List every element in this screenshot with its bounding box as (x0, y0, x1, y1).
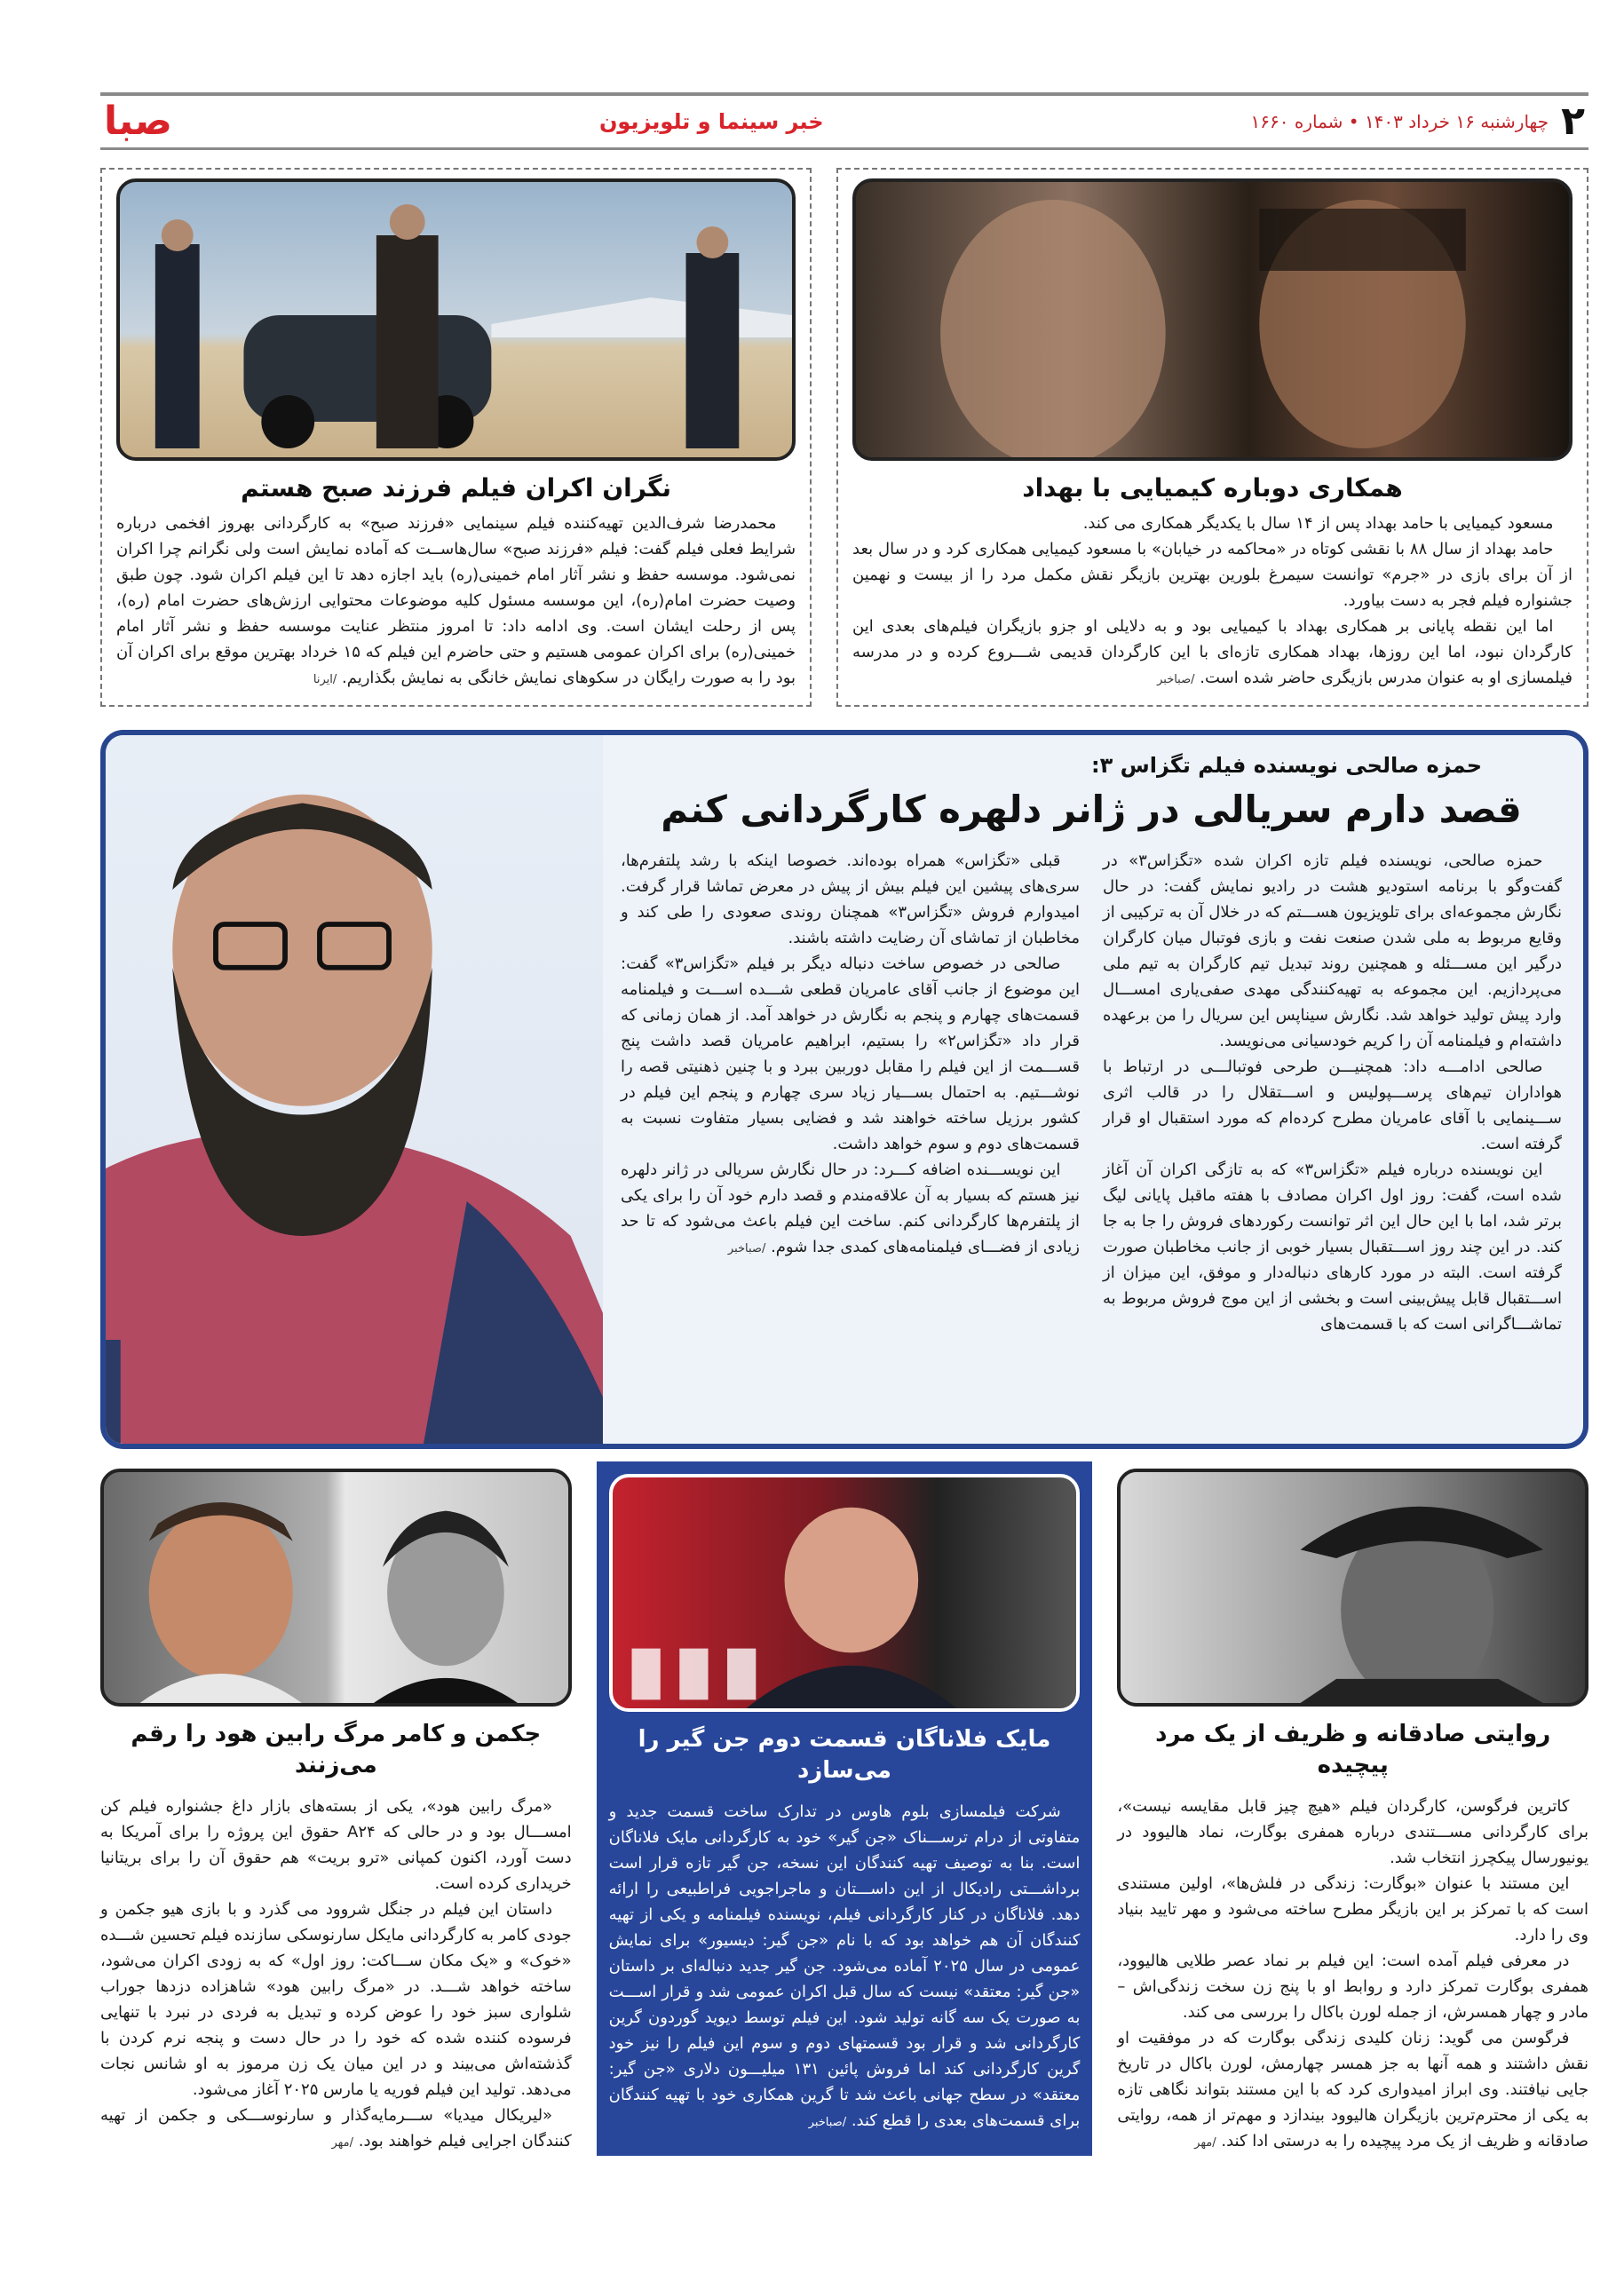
article-headline: جکمن و کامر مرگ رابین هود را رقم می‌زنند (131, 1720, 542, 1778)
paragraph: «مرگ رابین هود»، یکی از بسته‌های بازار داغ جشنواره فیلم کن امســـال بود و در حالی که A۲۴ حقوق این پروژه را برای آمریکا به دست آورد، اکنون کمپانی «ترو بریت» هم حقوق آن را برای بریتانیا خریداری کرده است. (99, 1796, 572, 1893)
paragraph-text: این نویســـنده اضافه کـــرد: در حال نگارش سریالی در ژانر دلهره نیز هستم که بسیار به آن علاقه‌مندم و قصد دارم خود آن را برای یکی از پلتفرم‌ها کارگردانی کنم. ساخت این فیلم باعث می‌شود که تا حد زیادی از فضـــای فیلمنامه‌های کمدی جدا شوم. (621, 1160, 1080, 1256)
article-body (116, 511, 796, 693)
news-source: /ایرنا (313, 672, 337, 686)
interview-text (603, 735, 1583, 1444)
newspaper-logo[interactable]: صبا (104, 99, 172, 144)
portrait-illustration (856, 182, 1569, 461)
interview-columns (621, 848, 1562, 1337)
paragraph: حامد بهداد از سال ۸۸ با نقشی کوتاه در «محاکمه در خیابان» با مسعود کیمیایی همکاری کرد و در سال بعد از آن برای بازی در «جرم» توانست سیمرغ بلورین بهترین بازیگر نقش مکمل مرد را از بیست و نهمین جشنواره فیلم فجر به دست بیاورد. (852, 539, 1573, 610)
date-line: چهارشنبه ۱۶ خرداد ۱۴۰۳ • شماره ۱۶۶۰ (1250, 111, 1549, 132)
paragraph: صالحی در خصوص ساخت دنباله دیگر بر فیلم «تگزاس۳» گفت: این موضوع از جانب آقای عامریان قطعی شـــده اســـت و فیلمنامه قسمت‌های چهارم و پنجم به نگارش در خواهد آمد. از همان زمانی که قرار داد «تگزاس۲» را بستیم، ابراهیم عامریان قصد داشت پنج قســـمت از این فیلم را مقابل دوربین ببرد و با چنین ذهنیتی قصه را نوشـــتیم. به احتمال بســـیار زیاد سری چهارم و پنجم این فیلم در کشور برزیل ساخته خواهند شد و فضایی بسیار متفاوت نسبت به قسمت‌های دوم و سوم خواهد داشت. (621, 954, 1080, 1153)
portrait-illustration (1121, 1472, 1585, 1703)
article-farzand-sobh (100, 168, 812, 707)
paragraph-text: فرگوسن می گوید: زنان کلیدی زندگی بوگارت که در موفقیت او نقش داشتند و همه آنها به جز همسر چهارمش، لورن باکال در تاریخ جایی نیافتند. وی ابراز امیدواری کرد که با این مستند بتواند نگاهی تازه به یکی از محترم‌ترین بازیگران هالیوود بیندازد و مهم‌تر از همه، روایتی صادقانه و ظریف از یک مرد پیچیده را به درستی ادا کند. (1117, 2028, 1588, 2150)
article-headline: همکاری دوباره کیمیایی با بهداد (1022, 473, 1403, 503)
paragraph: مسعود کیمیایی با حامد بهداد پس از ۱۴ سال با یکدیگر همکاری می کند. (1082, 513, 1554, 533)
paragraph (609, 1799, 1081, 2135)
news-source: /صباخبر (727, 1241, 766, 1255)
article-body (609, 1799, 1081, 2135)
paragraph (621, 1157, 1080, 1262)
article-photo-bogart (1117, 1469, 1588, 1707)
paragraph: صالحی ادامـــه داد: همچنیـــن طرحی فوتبالـــی در ارتباط با هواداران تیم‌های پرســـپولیس و اســـتقلال را در قالب اثری ســـینمایی با آقای عامریان مطرح کرده‌ام که مورد استقبال او قرار گرفته است. (1103, 1057, 1562, 1153)
article-robin-hood (100, 1461, 572, 2156)
article-photo-robin-hood (100, 1469, 572, 1707)
article-bogart (1117, 1461, 1588, 2156)
issue-number: شماره ۱۶۶۰ (1250, 111, 1343, 132)
interview-headline: قصد دارم سریالی در ژانر دلهره کارگردانی کنم (661, 788, 1522, 832)
news-source: /صباخبر (1157, 672, 1195, 686)
page-header (100, 96, 1588, 147)
paragraph (852, 614, 1573, 693)
article-photo-farzand-sobh (116, 178, 796, 461)
news-source: /مهر (331, 2135, 353, 2150)
interview-feature (100, 730, 1588, 1449)
issue-date (1250, 99, 1585, 144)
paragraph (100, 2103, 572, 2156)
bottom-row (100, 1461, 1588, 2156)
interview-column-right (1103, 848, 1562, 1337)
article-photo-behdad (852, 178, 1573, 461)
section-title: خبر سینما و تلویزیون (598, 109, 824, 134)
article-body (100, 1794, 572, 2156)
article-flanagan (597, 1461, 1093, 2156)
paragraph: در معرفی فیلم آمده است: این فیلم بر نماد عصر طلایی هالیوود، همفری بوگارت تمرکز دارد و روابط او با پنج زن سخت زندگی‌اش – مادر و چهار همسرش، از جمله لورن باکال را بررسی می کند. (1117, 1951, 1588, 2022)
interview-column-left (621, 848, 1080, 1337)
article-behdad (836, 168, 1588, 707)
article-body (852, 511, 1573, 693)
top-row (100, 168, 1588, 707)
interview-kicker: حمزه صالحی نویسنده فیلم تگزاس ۳: (1090, 752, 1482, 778)
film-still-illustration (120, 182, 792, 461)
news-source: /مهر (1194, 2135, 1216, 2150)
article-headline: روایتی صادقانه و ظریف از یک مرد پیچیده (1155, 1720, 1551, 1778)
paragraph-text: شرکت فیلمسازی بلوم هاوس در تدارک ساخت قسمت جدید و متفاوتی از درام ترســـناک «جن گیر» خود به کارگردانی مایک فلاناگان است. بنا به توصیف تهیه کنندگان این نسخه، جن گیر تازه قرار است برداشـــتی رادیکال از این داســـتان و ماجراجویی فراطبیعی را ارائه دهد. فلاناگان در کنار کارگردانی فیلم، نویسنده فیلمنامه و یکی از تهیه کنندگان آن هم خواهد بود که با نام «جن گیر: دیسیور» برای نمایش عمومی در سال ۲۰۲۵ آماده می‌شود. جن گیر جدید دنباله‌ای بر داستان «جن گیر: معتقد» نیست که سال قبل اکران عمومی شد و قرار اســـت به صورت یک سه گانه تولید شود. این فیلم توسط دیوید گوردون گرین کارگردانی شد و قرار بود قسمتهای دوم و سوم این فیلم را نیز خود گرین کارگردانی کند اما فروش پائین ۱۳۱ میلیـــون دلاری «جن گیر: معتقد» در سطح جهانی باعث شد تا گرین همکاری خود با تهیه کنندگان برای قسمت‌های بعدی را قطع کند. (608, 1802, 1081, 2130)
portrait-illustration (104, 1472, 568, 1703)
paragraph: داستان این فیلم در جنگل شروود می گذرد و با بازی هیو جکمن و جودی کامر به کارگردانی مایکل سارنوسکی سازنده فیلم تحسین شـــده «خوک» و «یک مکان ســـاکت: روز اول» که به زودی اکران می‌شود، ساخته خواهد شـــد. در «مرگ رابین هود» شاهزاده دزدها جوراب شلواری سبز خود را عوض کرده و تبدیل به فردی در نبرد با تنهایی فرسوده کننده شده که خود را در حال دست و پنجه نرم کردن با گذشته‌اش می‌بیند و در این میان یک زن مرموز به او شانس نجات می‌دهد. تولید این فیلم فوریه یا مارس ۲۰۲۵ آغاز می‌شود. (99, 1899, 572, 2099)
portrait-illustration (613, 1477, 1077, 1708)
article-photo-flanagan (609, 1474, 1081, 1712)
paragraph: حمزه صالحی، نویسنده فیلم تازه اکران شده «تگزاس۳» در گفت‌وگو با برنامه استودیو هشت در رادیو نمایش گفت: در حال نگارش مجموعه‌ای برای تلویزیون هســـتم که در خلال آن به ترکیبی از وقایع مربوط به ملی شدن صنعت نفت و بازی فوتبال میان کارگران درگیر این مســـئله و همچنین روند تبدیل تیم کارگران به تیم ملی می‌پردازیم. این مجموعه به تهیه‌کنندگی مهدی صفی‌یاری امســـال وارد پیش تولید خواهد شد. نگارش سیناپس این سریال را من برعهده داشته‌ام و فیلمنامه آن را کریم خودسیانی می‌نویسد. (1103, 851, 1562, 1050)
paragraph: این نویسنده درباره فیلم «تگزاس۳» که به تازگی اکران آن آغاز شده است، گفت: روز اول اکران مصادف با هفته ماقبل پایانی لیگ برتر شد، اما با این حال این اثر توانست رکوردهای فروش را جا به جا کند. در این چند روز اســـتقبال بسیار خوبی از جانب مخاطبان صورت گرفته است. البته در مورد کارهای دنباله‌دار و موفق، این میزان از اســـتقبال قابل پیش‌بینی است و بخشی از این موج فروش مربوط به تماشـــاگرانی است که با قسمت‌های (1103, 1160, 1562, 1334)
portrait-illustration (106, 751, 603, 1444)
paragraph-text: اما این نقطه پایانی بر همکاری بهداد با کیمیایی بود و به دلایلی او جزو بازیگران فیلم‌های بعدی این کارگردان نبود، اما این روزها، بهداد همکاری تازه‌ای با این کارگردان قدیمی شـــروع کرده و در مدرسه فیلمسازی او به عنوان مدرس بازیگری حاضر شده است. (852, 616, 1573, 687)
article-headline: نگران اکران فیلم فرزند صبح هستم (241, 473, 671, 503)
paragraph: قبلی «تگزاس» همراه بوده‌اند. خصوصا اینکه با رشد پلتفرم‌ها، سری‌های پیشین این فیلم بیش از پیش در معرض تماشا قرار گرفت. امیدوارم فروش «تگزاس۳» همچنان روندی صعودی را طی کند و مخاطبان از تماشای آن رضایت داشته باشند. (621, 851, 1080, 947)
header-rule-bottom (100, 147, 1588, 150)
paragraph: کاترین فرگوسن، کارگردان فیلم «هیچ چیز قابل مقایسه نیست»، برای کارگردانی مســـتندی درباره همفری بوگارت، نماد هالیوود در یونیورسال پیکچرز انتخاب شد. (1117, 1796, 1588, 1867)
article-headline: مایک فلاناگان قسمت دوم جن گیر را می‌سازد (638, 1725, 1051, 1784)
page-number: ۲ (1561, 99, 1585, 144)
paragraph-text: محمدرضا شرف‌الدین تهیه‌کننده فیلم سینمایی «فرزند صبح» به کارگردانی بهروز افخمی درباره شرایط فعلی فیلم گفت: فیلم «فرزند صبح» سال‌هاســت که آماده نمایش است ولی نگرانم چرا اکران نمی‌شود. موسسه حفظ و نشر آثار امام خمینی(ره) باید اجازه دهد تا این فیلم اکران شود. چون طبق وصیت حضرت امام(ره)، این موسسه مسئول کلیه موضوعات محتوایی ارزش‌های حضرت امام (ره)، پس از رحلت ایشان است. وی ادامه داد: تا امروز منتظر عنایت موسسه حفظ و نشر آثار امام خمینی(ره) برای اکران عمومی هستیم و حتی حاضرم این فیلم که ۱۵ خرداد بهترین موقع برای اکران آن بود را به صورت رایگان در سکوهای نمایش خانگی به نمایش بگذاریم. (116, 513, 796, 687)
paragraph (1117, 2025, 1588, 2156)
interview-photo (106, 735, 603, 1444)
paragraph-text: «لیریکال میدیا» ســـرمایه‌گذار و سارنوســـکی و جکمن از تهیه کنندگان اجرایی فیلم خواهند بود. (99, 2105, 572, 2150)
paragraph: این مستند با عنوان «بوگارت: زندگی در فلش‌ها»، اولین مستندی است که با تمرکز بر این بازیگر مطرح ساخته می‌شود و مهر تایید بنیاد وی را دارد. (1117, 1873, 1588, 1944)
news-source: /صباخبر (808, 2115, 847, 2129)
article-body (1117, 1794, 1588, 2156)
paragraph (116, 511, 796, 693)
date-text: چهارشنبه ۱۶ خرداد ۱۴۰۳ (1364, 111, 1549, 132)
